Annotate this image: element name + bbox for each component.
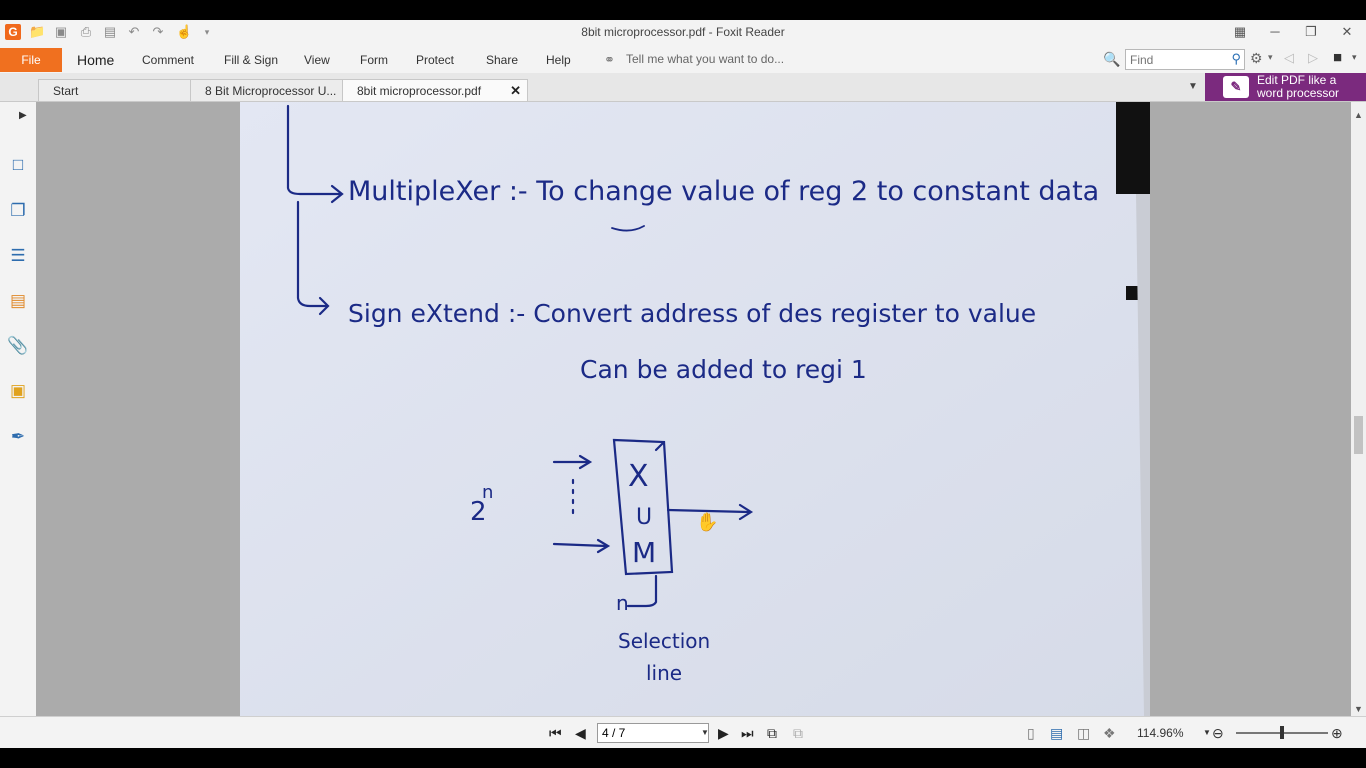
next-page-icon[interactable]: ▶ (718, 725, 729, 741)
next-result-icon[interactable]: ▷ (1308, 50, 1318, 65)
layers-icon[interactable]: ☰ (10, 246, 26, 265)
continuous-view-icon[interactable]: ▤ (1050, 725, 1064, 741)
tab-home[interactable]: Home (77, 52, 115, 68)
redo-icon[interactable]: ↷ (152, 24, 164, 39)
promo-line-1: Edit PDF like a (1257, 73, 1337, 87)
open-folder-icon[interactable]: 📁 (29, 24, 46, 39)
line-label: line (646, 661, 683, 685)
mux-letter-u: U (636, 505, 653, 530)
sign-extend-line: Sign eXtend :- Convert address of des register to value (348, 299, 1037, 328)
tab-8bit-microprocessor-pdf[interactable] (342, 79, 528, 101)
restore-button[interactable]: ❐ (1305, 24, 1317, 39)
hand-cursor-icon: ✋ (696, 512, 719, 533)
bottom-black-bar (0, 748, 1366, 768)
app-logo-icon[interactable]: G (5, 24, 21, 40)
power-base-2: 2 (470, 497, 487, 527)
top-black-bar (0, 0, 1366, 20)
last-page-icon[interactable]: ⏭ (741, 725, 754, 741)
tab-help[interactable]: Help (546, 53, 571, 67)
page-thumbnails-icon[interactable]: ❐ (10, 201, 26, 220)
zoom-slider-thumb[interactable] (1280, 726, 1284, 739)
window-title: 8bit microprocessor.pdf - Foxit Reader (581, 25, 785, 39)
undo-icon[interactable]: ↶ (128, 24, 140, 39)
zoom-dropdown-icon[interactable]: ▼ (1203, 728, 1211, 737)
close-window-button[interactable]: ✕ (1341, 24, 1353, 39)
user-account-icon[interactable]: ■ (1333, 49, 1343, 66)
tab-start[interactable]: Start (38, 79, 196, 101)
title-bar (0, 20, 1366, 45)
scrollbar-thumb[interactable] (1354, 416, 1363, 454)
pdf-page[interactable] (240, 102, 1150, 716)
select-n-label: n (616, 591, 629, 615)
tab-8-bit-microprocessor-u[interactable]: 8 Bit Microprocessor U... (190, 79, 344, 101)
continuous-facing-view-icon[interactable]: ❖ (1103, 725, 1116, 741)
tab-label: 8bit microprocessor.pdf (357, 84, 482, 98)
security-lock-icon[interactable]: ▣ (9, 381, 27, 400)
close-tab-icon[interactable]: ✕ (510, 83, 521, 98)
single-page-view-icon[interactable]: ▯ (1027, 725, 1035, 741)
tab-protect[interactable]: Protect (416, 53, 455, 67)
selection-label: Selection (618, 629, 711, 653)
zoom-out-icon[interactable]: ⊖ (1212, 725, 1224, 741)
print-icon[interactable]: ⎙ (80, 24, 92, 39)
find-input[interactable] (1126, 50, 1226, 69)
edit-pdf-promo-banner[interactable] (1205, 73, 1366, 101)
comments-icon[interactable]: ▤ (9, 291, 27, 310)
customize-dropdown-icon[interactable]: ▾ (204, 27, 210, 37)
previous-view-icon[interactable]: ⧉ (767, 725, 777, 741)
hand-tool-icon[interactable]: ☝ (176, 24, 193, 39)
tab-list-dropdown-icon[interactable]: ▼ (1188, 81, 1198, 92)
scroll-down-arrow-icon[interactable]: ▼ (1354, 704, 1363, 714)
account-dropdown-icon[interactable]: ▾ (1352, 52, 1357, 62)
next-view-icon[interactable]: ⧉ (793, 725, 803, 741)
save-icon[interactable]: ▣ (54, 24, 68, 39)
tab-share[interactable]: Share (486, 53, 519, 67)
ribbon-bar (0, 45, 1366, 73)
facing-view-icon[interactable]: ◫ (1077, 725, 1091, 741)
bookmarks-icon[interactable]: □ (12, 155, 24, 174)
mux-letter-m: M (632, 536, 657, 569)
settings-gear-icon[interactable]: ⚙ (1250, 50, 1263, 66)
lightbulb-icon: ⚭ (604, 52, 615, 67)
tab-view[interactable]: View (304, 53, 330, 67)
search-icon[interactable]: ⚲ (1231, 51, 1241, 66)
first-page-icon[interactable]: ⏮ (549, 725, 562, 741)
power-exponent-n: n (482, 482, 494, 503)
expand-panel-icon[interactable]: ▶ (19, 110, 27, 121)
zoom-level[interactable]: 114.96% (1137, 726, 1184, 740)
settings-dropdown-icon[interactable]: ▾ (1268, 52, 1273, 62)
status-bar (0, 716, 1366, 749)
signatures-icon[interactable]: ✒ (10, 427, 26, 446)
previous-result-icon[interactable]: ◁ (1284, 50, 1294, 65)
tab-fill-sign[interactable]: Fill & Sign (224, 53, 279, 67)
attachments-icon[interactable]: 📎 (7, 336, 29, 355)
promo-line-2: word processor (1257, 86, 1340, 100)
page-dropdown-icon[interactable]: ▼ (701, 728, 709, 737)
app-grid-icon[interactable]: ▦ (1233, 24, 1247, 39)
promo-text (1257, 73, 1339, 100)
tab-form[interactable]: Form (360, 53, 388, 67)
previous-page-icon[interactable]: ◀ (575, 725, 586, 741)
document-tabs-bar (0, 73, 1366, 102)
file-tab[interactable]: File (0, 48, 62, 72)
minimize-button[interactable]: ─ (1270, 24, 1280, 39)
mux-letter-x: X (628, 459, 649, 494)
scan-icon[interactable]: ▤ (103, 24, 117, 39)
find-box (1125, 49, 1245, 70)
scroll-up-arrow-icon[interactable]: ▲ (1354, 110, 1363, 120)
page-number-input[interactable] (597, 723, 709, 743)
zoom-in-icon[interactable]: ⊕ (1331, 725, 1343, 741)
can-be-added-line: Can be added to regi 1 (580, 355, 867, 384)
vertical-scrollbar[interactable] (1351, 102, 1366, 716)
tab-comment[interactable]: Comment (142, 53, 195, 67)
tell-me-search[interactable]: Tell me what you want to do... (626, 52, 785, 66)
handwritten-notes (240, 102, 1150, 716)
navigation-panel (0, 102, 37, 716)
multiplexer-line: MultipleXer :- To change value of reg 2 to constant data (348, 176, 1100, 207)
photo-edge-dark (1116, 102, 1150, 194)
edit-pdf-icon: ✎ (1223, 76, 1249, 98)
find-options-icon[interactable]: 🔍 (1103, 51, 1121, 67)
